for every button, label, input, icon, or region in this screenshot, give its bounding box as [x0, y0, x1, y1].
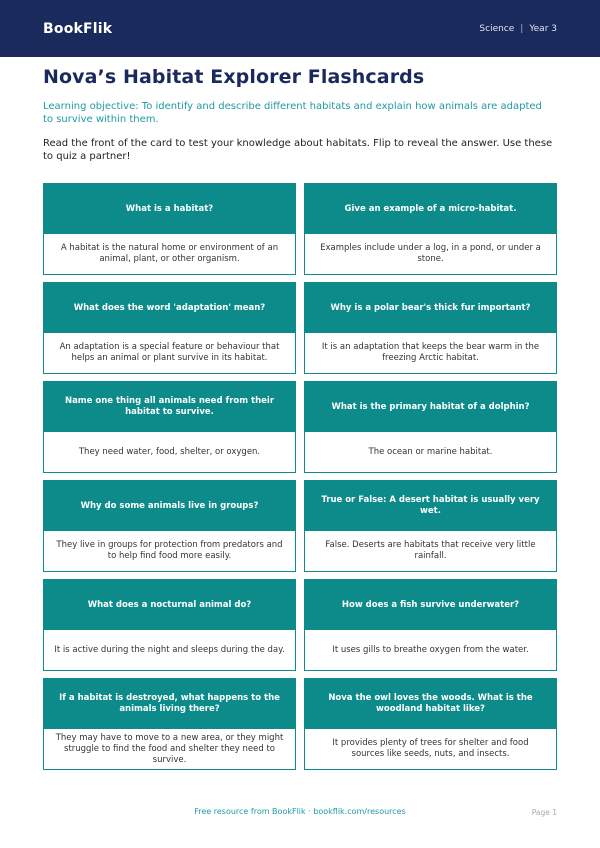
card-question: What is a habitat? — [44, 184, 295, 234]
subject-label: Science — [479, 23, 515, 34]
flashcard[interactable] — [43, 282, 296, 374]
brand-logo[interactable]: BookFlik — [43, 20, 113, 37]
card-answer: It uses gills to breathe oxygen from the water. — [332, 644, 529, 655]
flashcard[interactable] — [43, 480, 296, 572]
card-question: Why do some animals live in groups? — [44, 481, 295, 531]
card-question: True or False: A desert habitat is usually very wet. — [305, 481, 556, 531]
flashcard[interactable] — [304, 381, 557, 473]
card-answer: Examples include under a log, in a pond, or under a stone. — [320, 243, 541, 264]
flashcard[interactable] — [304, 480, 557, 572]
card-question: What does a nocturnal animal do? — [44, 580, 295, 630]
intro-text: Read the front of the card to test your knowledge about habitats. Flip to reveal the answer. Use these to quiz a partner! — [43, 138, 553, 162]
card-answer: False. Deserts are habitats that receive very little rainfall. — [325, 540, 536, 561]
card-answer: The ocean or marine habitat. — [368, 446, 493, 457]
header-meta — [479, 24, 557, 34]
card-question: Name one thing all animals need from their habitat to survive. — [44, 382, 295, 432]
card-answer: An adaptation is a special feature or behaviour that helps an animal or plant survive in its habitat. — [59, 342, 280, 363]
flashcard[interactable] — [43, 579, 296, 671]
card-question: Why is a polar bear's thick fur important? — [305, 283, 556, 333]
year-label: Year 3 — [529, 23, 557, 34]
card-question: Give an example of a micro-habitat. — [305, 184, 556, 234]
card-question: What does the word 'adaptation' mean? — [44, 283, 295, 333]
header-bar — [0, 0, 600, 57]
card-question: What is the primary habitat of a dolphin? — [305, 382, 556, 432]
card-answer: They live in groups for protection from predators and to help find food more easily. — [56, 540, 283, 561]
card-answer: It is an adaptation that keeps the bear warm in the freezing Arctic habitat. — [321, 342, 540, 363]
flashcard[interactable] — [304, 282, 557, 374]
card-question: If a habitat is destroyed, what happens to the animals living there? — [44, 679, 295, 729]
card-answer: It is active during the night and sleeps during the day. — [54, 644, 285, 655]
card-answer: They need water, food, shelter, or oxygen. — [78, 446, 261, 457]
page-title: Nova’s Habitat Explorer Flashcards — [43, 66, 425, 88]
card-question: Nova the owl loves the woods. What is the woodland habitat like? — [305, 679, 556, 729]
card-answer: A habitat is the natural home or environment of an animal, plant, or other organism. — [60, 243, 279, 264]
meta-separator: | — [520, 23, 524, 34]
flashcard[interactable] — [304, 678, 557, 770]
card-answer: It provides plenty of trees for shelter and food sources like seeds, nuts, and insects. — [332, 738, 529, 759]
flashcard[interactable] — [304, 579, 557, 671]
card-question: How does a fish survive underwater? — [305, 580, 556, 630]
flashcard[interactable] — [43, 183, 296, 275]
flashcard[interactable] — [43, 678, 296, 770]
flashcard[interactable] — [43, 381, 296, 473]
flashcard[interactable] — [304, 183, 557, 275]
learning-objective: Learning objective: To identify and describe different habitats and explain how animals are adapted to survive within them. — [43, 101, 542, 125]
flashcard-grid — [43, 183, 557, 770]
card-answer: They may have to move to a new area, or they might struggle to find the food and shelter they need to survive. — [55, 732, 284, 765]
page-number: Page 1 — [531, 808, 557, 817]
footer-credit[interactable]: Free resource from BookFlik · bookflik.com/resources — [194, 807, 406, 816]
